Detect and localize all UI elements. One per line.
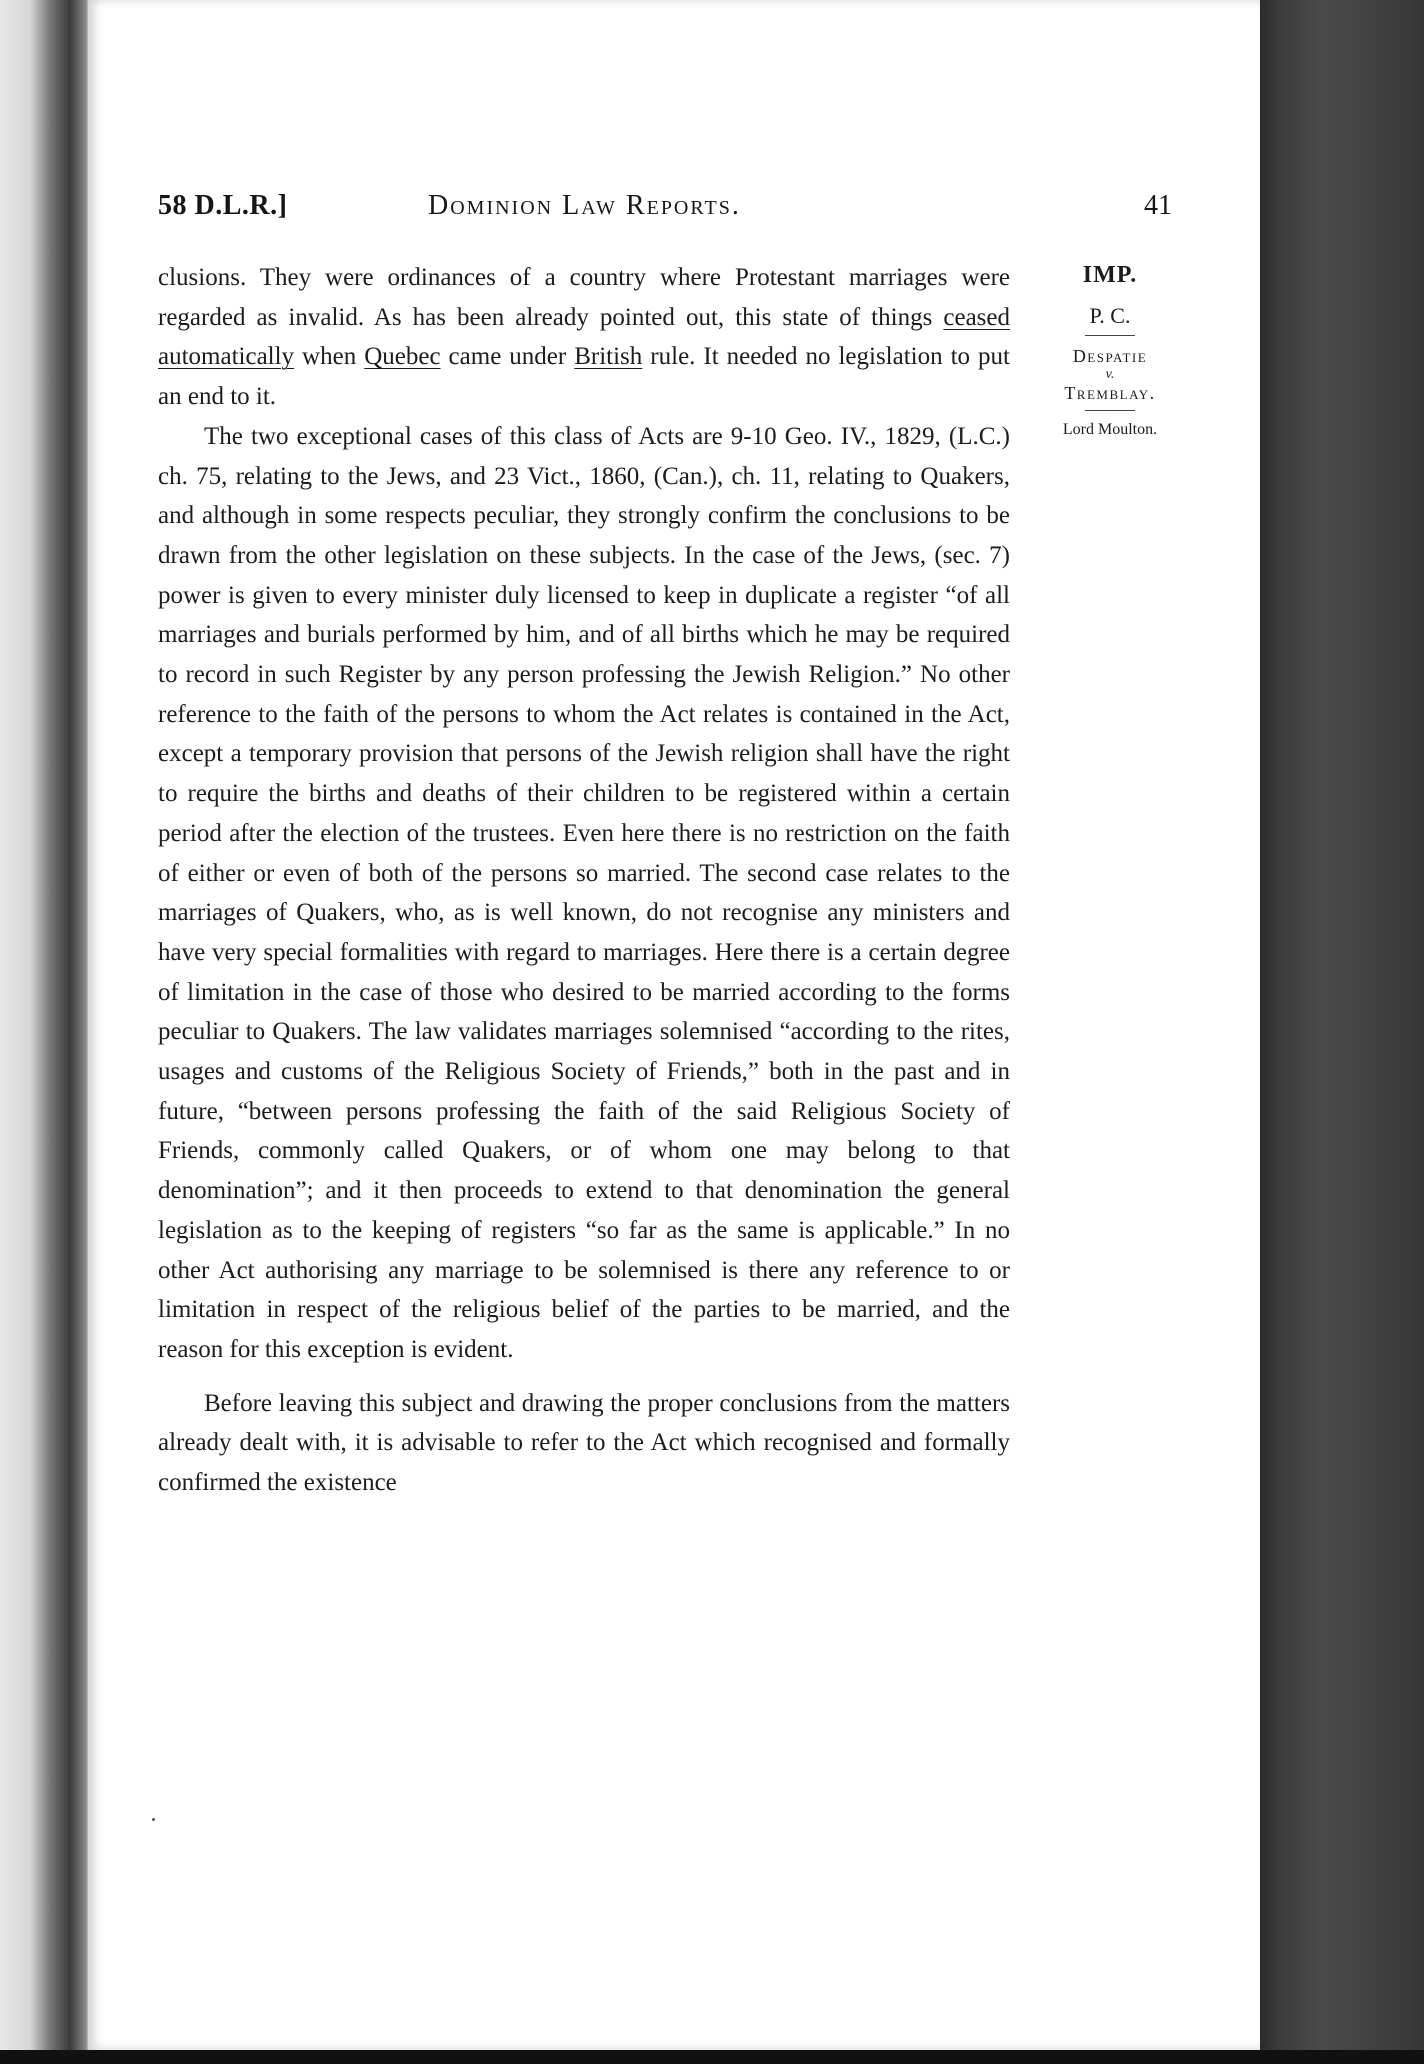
case-party-appellant: Despatie	[1072, 346, 1148, 366]
paragraph-1-text-c: came under	[440, 343, 575, 371]
book-cover-edge	[1260, 0, 1424, 2064]
division-label: P. C.	[1089, 303, 1131, 328]
paragraph-1	[158, 258, 1010, 417]
page-number: 41	[1144, 190, 1172, 221]
margin-divider	[1085, 335, 1135, 336]
judgment-text	[158, 258, 1010, 1503]
marginal-notes	[1030, 262, 1190, 439]
case-party-respondent: Tremblay.	[1064, 383, 1156, 403]
case-versus: v.	[1105, 367, 1115, 382]
running-header	[158, 190, 1172, 230]
publication-title: Dominion Law Reports.	[428, 190, 741, 221]
underlined-phrase: British	[574, 343, 643, 371]
facing-page-edge	[0, 0, 88, 2064]
paragraph-3: Before leaving this subject and drawing the proper conclusions from the matters already dealt with, it is advisable to refer to the Act which recognised and formally confirmed the existence	[158, 1389, 1010, 1497]
scan-bottom-border	[0, 2050, 1424, 2064]
volume-reference: 58 D.L.R.]	[158, 190, 288, 221]
paragraph-1-text-d: rule. It needed no legislation to put an end to it.	[158, 343, 1011, 411]
scan-speck	[152, 1818, 155, 1821]
underlined-phrase: Quebec	[364, 343, 441, 371]
judge-name: Lord Moulton.	[1062, 421, 1158, 438]
court-label: IMP.	[1082, 262, 1138, 288]
margin-divider-2	[1085, 410, 1135, 411]
underlined-phrase: ceased automatically	[158, 303, 1010, 371]
paragraph-1-text-a: clusions. They were ordinances of a country where Protestant marriages were regarded as invalid. As has been already pointed out, this state of things	[158, 264, 1010, 331]
paragraph-1-text-b: when	[294, 343, 365, 371]
paragraph-2: The two exceptional cases of this class of Acts are 9-10 Geo. IV., 1829, (L.C.) ch. 75, relating to the Jews, and 23 Vict., 1860, (Can.), ch. 11, relating to Quakers, and although in some respects peculiar, they strongly confirm the conclusions to be drawn from the other legislation on these subjects. In the case of the Jews, (sec. 7) power is given to every minister duly licensed to keep in duplicate a register “of all marriages and burials performed by him, and of all births which he may be required to record in such Register by any person professing the Jewish Religion.” No other reference to the faith of the persons to whom the Act relates is contained in the Act, except a temporary provision that persons of the Jewish religion shall have the right to require the births and deaths of their children to be registered within a certain period after the election of the trustees. Even here there is no restriction on the faith of either or even of both of the persons so married. The second case relates to the marriages of Quakers, who, as is well known, do not recognise any ministers and have very special formalities with regard to marriages. Here there is a certain degree of limitation in the case of those who desired to be married according to the forms peculiar to Quakers. The law validates marriages solemnised “according to the rites, usages and customs of the Religious Society of Friends,” both in the past and in future, “between persons professing the faith of the said Religious Society of Friends, commonly called Quakers, or of whom one may belong to that denomination”; and it then proceeds to extend to that denomination the general legislation as to the keeping of registers “so far as the same is applicable.” In no other Act authorising any marriage to be solemnised is there any reference to or limitation in respect of the religious belief of the parties to be married, and the reason for this exception is evident.	[158, 422, 1010, 1363]
